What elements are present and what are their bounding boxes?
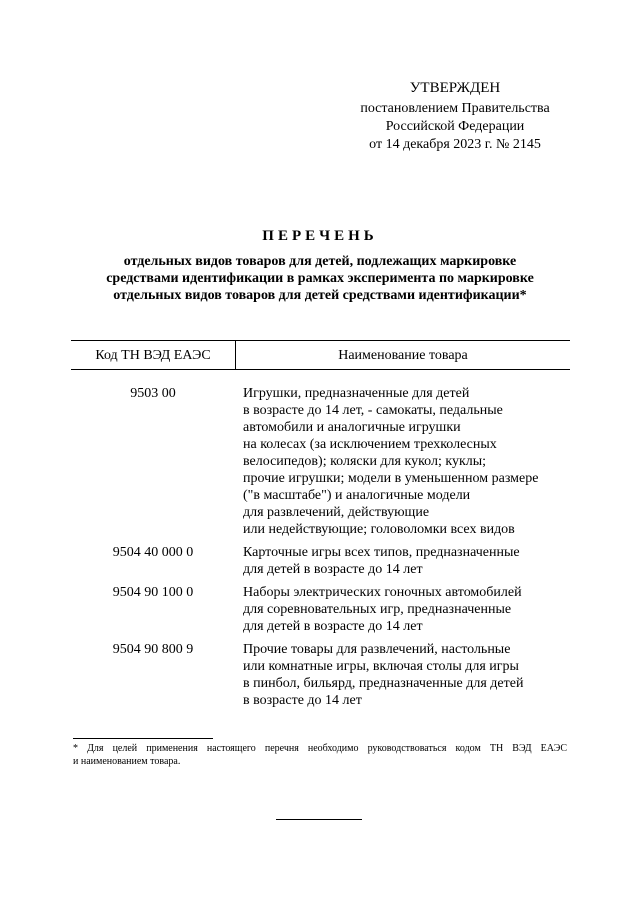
row-name-line: Наборы электрических гоночных автомобилей bbox=[243, 585, 522, 600]
row-name-line: для детей в возрасте до 14 лет bbox=[243, 619, 423, 634]
subtitle-line: отдельных видов товаров для детей, подлежащих маркировке bbox=[123, 254, 517, 269]
document-subtitle bbox=[70, 253, 570, 304]
row-name-line: на колесах (за исключением трехколесных bbox=[243, 437, 497, 452]
table-row bbox=[71, 385, 570, 538]
approval-line: постановлением Правительства bbox=[360, 101, 550, 116]
end-rule bbox=[276, 819, 362, 820]
row-name-line: Карточные игры всех типов, предназначенные bbox=[243, 545, 520, 560]
row-name bbox=[235, 544, 573, 578]
column-header-name: Наименование товара bbox=[338, 348, 468, 363]
row-name bbox=[235, 584, 573, 635]
row-name-line: для детей в возрасте до 14 лет bbox=[243, 562, 423, 577]
row-code: 9504 90 800 9 bbox=[112, 642, 194, 657]
row-name-line: ("в масштабе") и аналогичные модели bbox=[243, 488, 471, 503]
row-name bbox=[235, 641, 573, 709]
table-header-rule bbox=[71, 369, 570, 370]
row-name-line: для соревновательных игр, предназначенные bbox=[243, 602, 512, 617]
row-name-line: Игрушки, предназначенные для детей bbox=[243, 386, 470, 401]
row-code: 9504 90 100 0 bbox=[112, 585, 194, 600]
row-name bbox=[235, 385, 573, 538]
table-row bbox=[71, 641, 570, 709]
footnote-separator bbox=[73, 738, 213, 739]
row-name-line: или недействующие; головоломки всех видов bbox=[243, 522, 515, 537]
approval-line: от 14 декабря 2023 г. № 2145 bbox=[369, 137, 541, 152]
row-name-line: в возрасте до 14 лет, - самокаты, педальные bbox=[243, 403, 503, 418]
row-name-line: прочие игрушки; модели в уменьшенном размере bbox=[243, 471, 539, 486]
row-name-line: для развлечений, действующие bbox=[243, 505, 430, 520]
row-name-line: велосипедов); коляски для кукол; куклы; bbox=[243, 454, 487, 469]
footnote-line: и наименованием товара. bbox=[73, 756, 181, 767]
footnote-line: * Для целей применения настоящего перечня необходимо руководствоваться кодом ТН ВЭД ЕАЭС bbox=[73, 743, 567, 754]
column-header-code: Код ТН ВЭД ЕАЭС bbox=[95, 348, 211, 363]
row-name-line: в возрасте до 14 лет bbox=[243, 693, 362, 708]
row-name-line: или комнатные игры, включая столы для игры bbox=[243, 659, 519, 674]
approval-heading: УТВЕРЖДЕН bbox=[409, 80, 501, 96]
subtitle-line: отдельных видов товаров для детей средствами идентификации* bbox=[113, 288, 527, 303]
table-row bbox=[71, 584, 570, 635]
approval-line: Российской Федерации bbox=[385, 119, 525, 134]
table-row bbox=[71, 544, 570, 578]
row-code: 9503 00 bbox=[130, 386, 176, 401]
table-body bbox=[71, 385, 570, 715]
footnote bbox=[73, 742, 567, 768]
approval-block bbox=[330, 79, 580, 154]
subtitle-line: средствами идентификации в рамках эксперимента по маркировке bbox=[106, 271, 534, 286]
table-top-rule bbox=[71, 340, 570, 341]
row-name-line: в пинбол, бильярд, предназначенные для детей bbox=[243, 676, 524, 691]
document-title: ПЕРЕЧЕНЬ bbox=[262, 228, 378, 244]
row-name-line: Прочие товары для развлечений, настольные bbox=[243, 642, 511, 657]
row-name-line: автомобили и аналогичные игрушки bbox=[243, 420, 461, 435]
row-code: 9504 40 000 0 bbox=[112, 545, 194, 560]
